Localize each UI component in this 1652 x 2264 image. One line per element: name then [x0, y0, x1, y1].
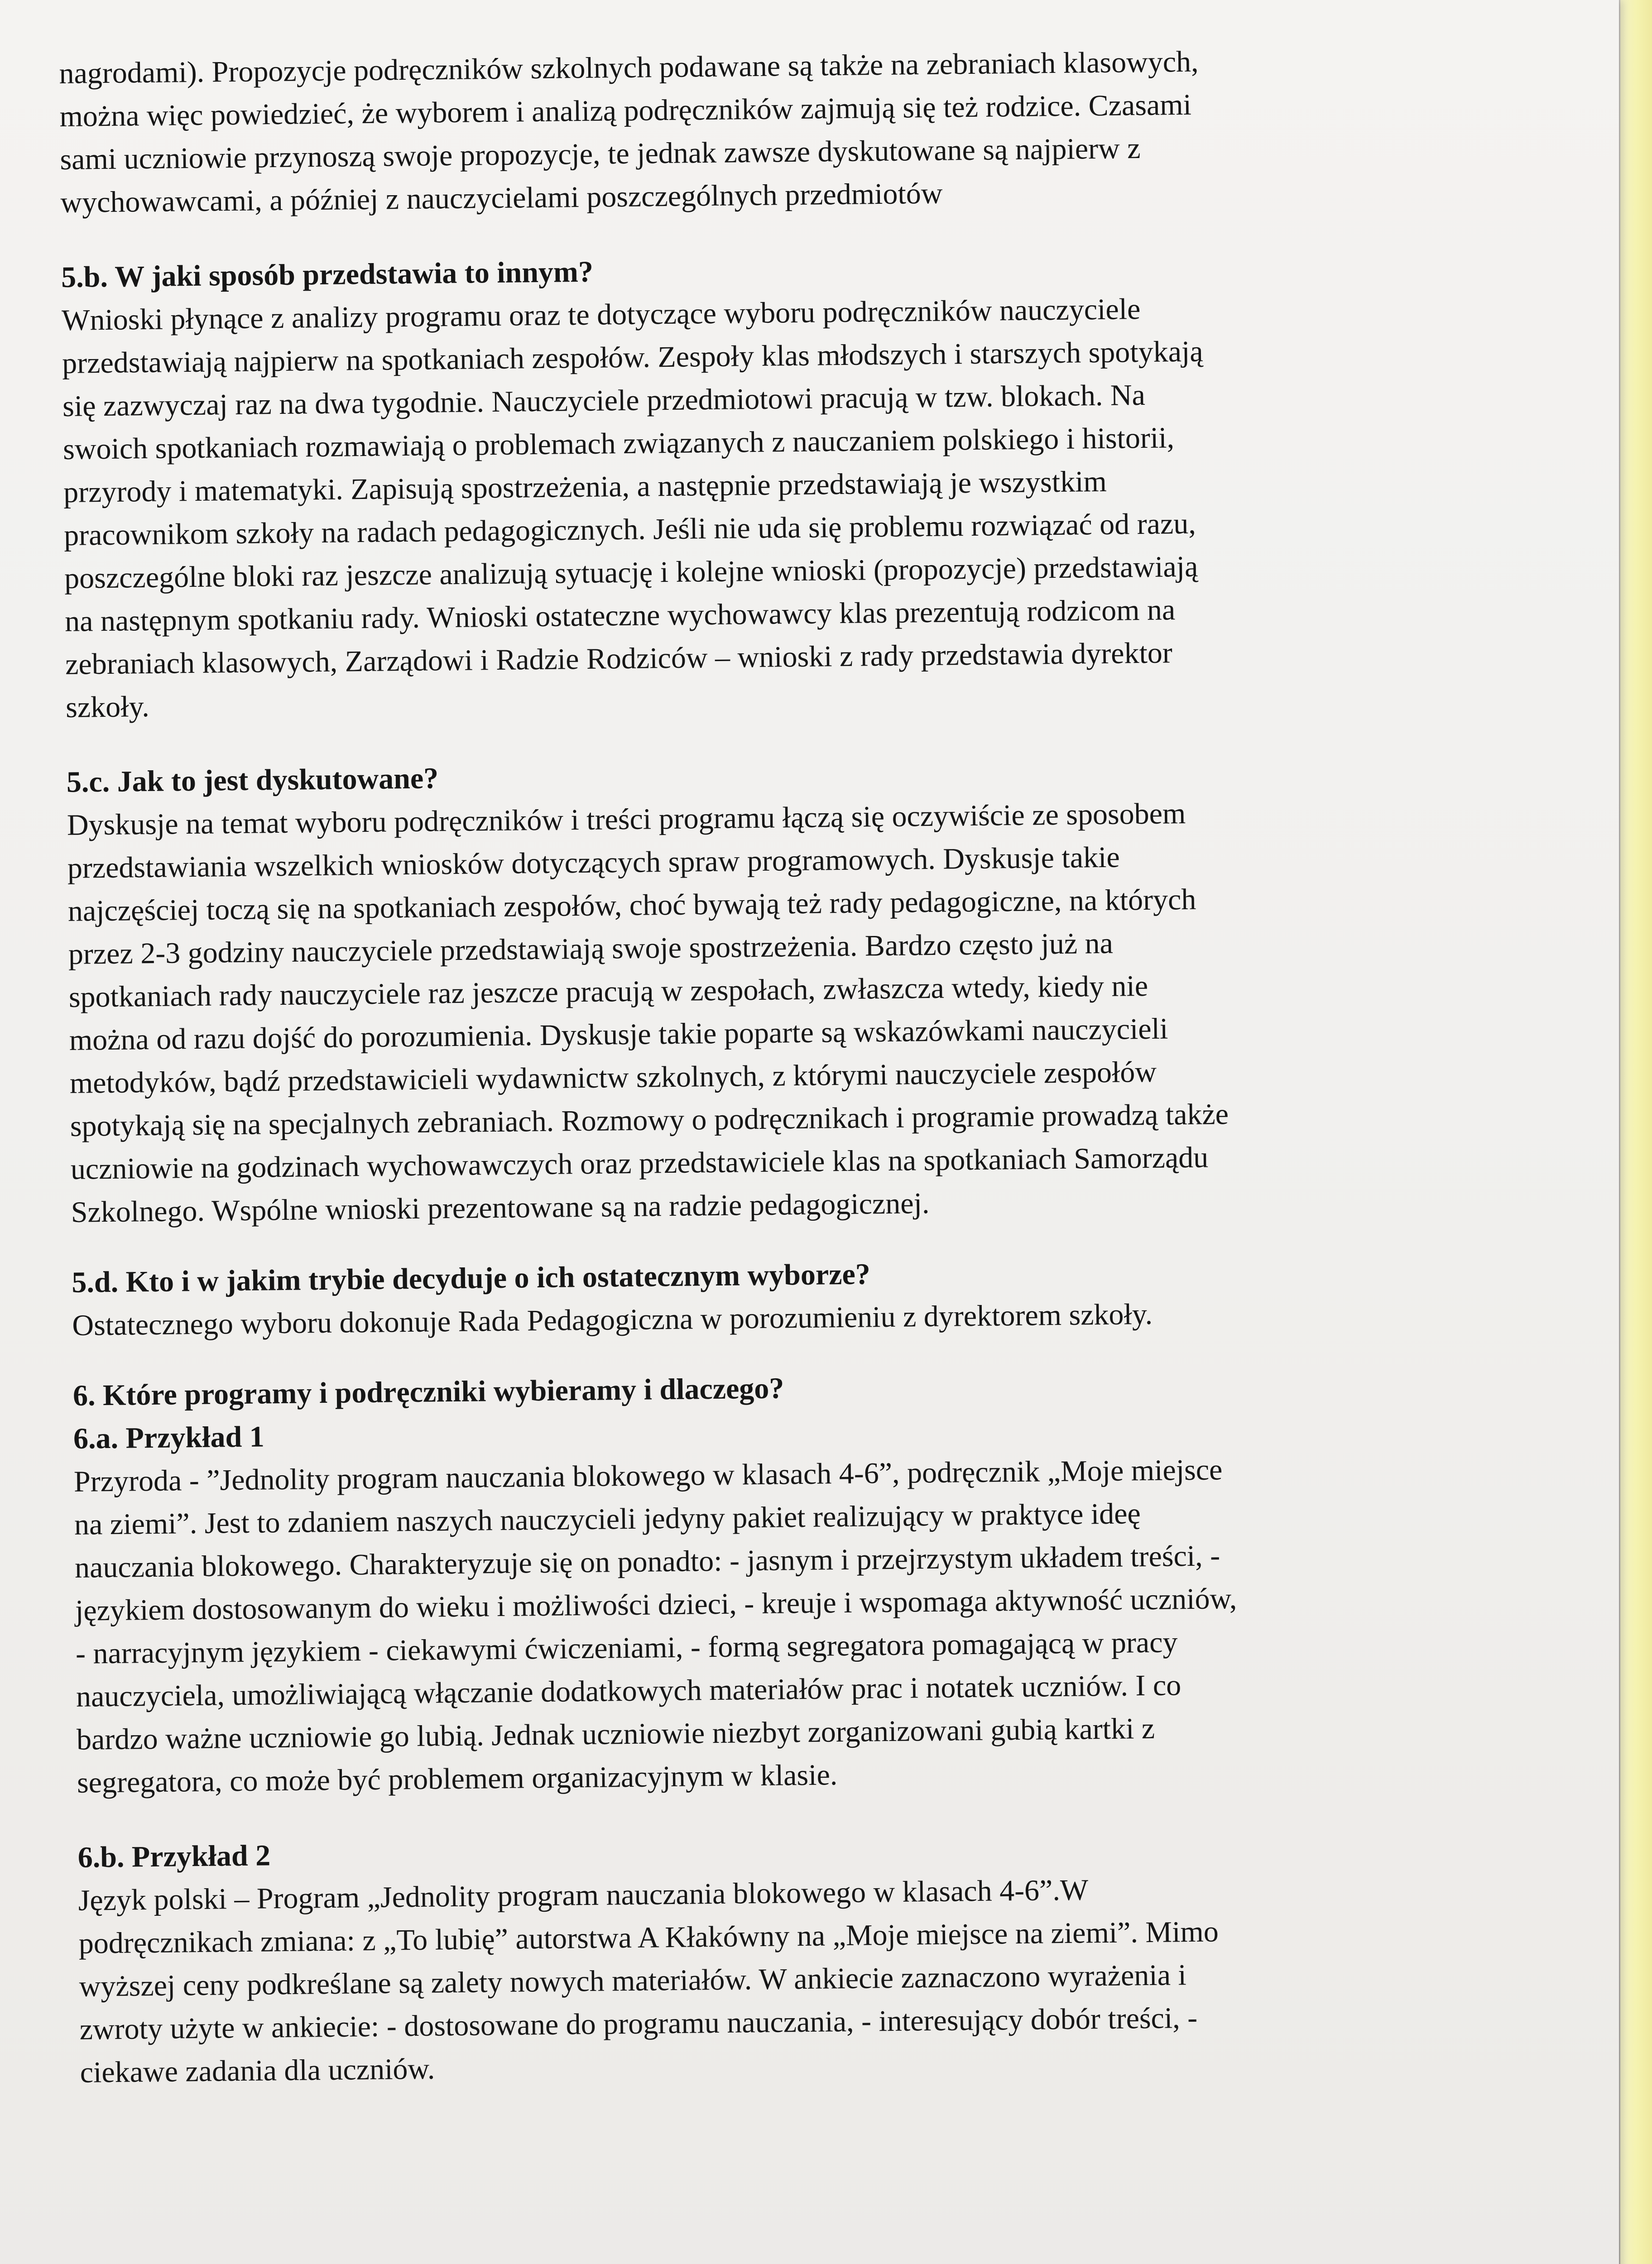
text-line: spotykają się na specjalnych zebraniach. Rozmowy o podręcznikach i programie prowadzą także [70, 1098, 1229, 1143]
text-line: Język polski – Program „Jednolity program nauczania blokowego w klasach 4-6”.W [78, 1873, 1089, 1917]
section-5b [61, 241, 1479, 729]
text-line: Dyskusje na temat wyboru podręczników i treści programu łączą się oczywiście ze sposobem [67, 797, 1186, 842]
document-text [59, 37, 1493, 2094]
yellow-folder-edge [1620, 0, 1652, 2264]
text-line: - narracyjnym językiem - ciekawymi ćwiczeniami, - formą segregatora pomagającą w pracy [75, 1626, 1178, 1670]
section-5c [66, 746, 1484, 1234]
subsection-heading: 6.b. Przykład 2 [77, 1839, 271, 1874]
text-line: przyrody i matematyki. Zapisują spostrzeżenia, a następnie przedstawiają je wszystkim [63, 465, 1107, 509]
text-line: spotkaniach rady nauczyciele raz jeszcze pracują w zespołach, zwłaszcza wtedy, kiedy nie [68, 969, 1148, 1014]
section-6b [77, 1821, 1493, 2094]
text-line: segregatora, co może być problemem organizacyjnym w klasie. [77, 1758, 838, 1799]
text-line: przedstawiają najpierw na spotkaniach zespołów. Zespoły klas młodszych i starszych spotykają [62, 335, 1203, 380]
subsection-heading: 6.a. Przykład 1 [73, 1420, 265, 1455]
text-line: pracownikom szkoły na radach pedagogicznych. Jeśli nie uda się problemu rozwiązać od razu, [63, 507, 1196, 552]
text-line: się zazwyczaj raz na dwa tygodnie. Nauczyciele przedmiotowi pracują w tzw. blokach. Na [62, 378, 1146, 423]
text-line: Ostatecznego wyboru dokonuje Rada Pedagogiczna w porozumieniu z dyrektorem szkoły. [72, 1297, 1153, 1342]
text-line: zebraniach klasowych, Zarządowi i Radzie Rodziców – wnioski z rady przedstawia dyrektor [65, 636, 1173, 681]
text-line: nauczania blokowego. Charakteryzuje się on ponadto: - jasnym i przejrzystym układem treści, - [74, 1539, 1220, 1584]
text-line: zwroty użyte w ankiecie: - dostosowane do programu nauczania, - interesujący dobór treści, - [79, 2001, 1198, 2046]
text-line: nagrodami). Propozycje podręczników szkolnych podawane są także na zebraniach klasowych, [59, 45, 1199, 90]
text-line: ciekawe zadania dla uczniów. [80, 2052, 435, 2089]
text-line: wyższej ceny podkreślane są zalety nowych materiałów. W ankiecie zaznaczono wyrażenia i [79, 1958, 1187, 2003]
text-line: Szkolnego. Wspólne wnioski prezentowane są na radzie pedagogicznej. [71, 1187, 930, 1229]
text-line: podręcznikach zmiana: z „To lubię” autorstwa A Kłakówny na „Moje miejsce na ziemi”. Mimo [78, 1915, 1219, 1960]
text-line: Przyroda - ”Jednolity program nauczania blokowego w klasach 4-6”, podręcznik „Moje miejsce [73, 1453, 1223, 1498]
text-line: uczniowie na godzinach wychowawczych oraz przedstawiciele klas na spotkaniach Samorządu [70, 1141, 1209, 1186]
section-heading: 5.d. Kto i w jakim trybie decyduje o ich ostatecznym wyborze? [72, 1257, 871, 1299]
section-5d [72, 1246, 1485, 1347]
text-line: Wnioski płynące z analizy programu oraz te dotyczące wyboru podręczników nauczyciele [61, 293, 1141, 337]
text-line: nauczyciela, umożliwiającą włączanie dodatkowych materiałów prac i notatek uczniów. I co [76, 1669, 1181, 1713]
section-6 [73, 1359, 1490, 1804]
section-heading: 5.b. W jaki sposób przedstawia to innym? [61, 255, 594, 294]
text-line: szkoły. [65, 690, 150, 724]
section-heading: 6. Które programy i podręczniki wybieramy i dlaczego? [72, 1372, 784, 1412]
section-heading: 5.c. Jak to jest dyskutowane? [66, 762, 439, 799]
text-line: można więc powiedzieć, że wyborem i analizą podręczników zajmują się też rodzice. Czasami [59, 88, 1192, 133]
text-line: na ziemi”. Jest to zdaniem naszych nauczycieli jedyny pakiet realizujący w praktyce ideę [74, 1497, 1141, 1541]
text-line: poszczególne bloki raz jeszcze analizują sytuację i kolejne wnioski (propozycje) przedstawiają [64, 550, 1198, 595]
text-line: można od razu dojść do porozumienia. Dyskusje takie poparte są wskazówkami nauczycieli [69, 1012, 1168, 1057]
text-line: swoich spotkaniach rozmawiają o problemach związanych z nauczaniem polskiego i historii, [62, 421, 1175, 466]
text-line: bardzo ważne uczniowie go lubią. Jednak uczniowie niezbyt zorganizowani gubią kartki z [76, 1712, 1155, 1756]
text-line: na następnym spotkaniu rady. Wnioski ostateczne wychowawcy klas prezentują rodzicom na [64, 593, 1176, 638]
text-line: metodyków, bądź przedstawicieli wydawnictw szkolnych, z którymi nauczyciele zespołów [69, 1055, 1157, 1100]
text-line: przedstawiania wszelkich wniosków dotyczących spraw programowych. Dyskusje takie [67, 840, 1120, 885]
intro-paragraph [59, 37, 1474, 224]
text-line: sami uczniowie przynoszą swoje propozycje, te jednak zawsze dyskutowane są najpierw z [60, 132, 1141, 176]
text-line: najczęściej toczą się na spotkaniach zespołów, choć bywają też rady pedagogiczne, na których [67, 883, 1196, 928]
text-line: wychowawcami, a później z nauczycielami poszczególnych przedmiotów [60, 177, 943, 219]
text-line: językiem dostosowanym do wieku i możliwości dzieci, - kreuje i wspomaga aktywność uczniów, [75, 1582, 1237, 1627]
text-line: przez 2-3 godziny nauczyciele przedstawiają swoje spostrzeżenia. Bardzo często już na [68, 926, 1114, 971]
